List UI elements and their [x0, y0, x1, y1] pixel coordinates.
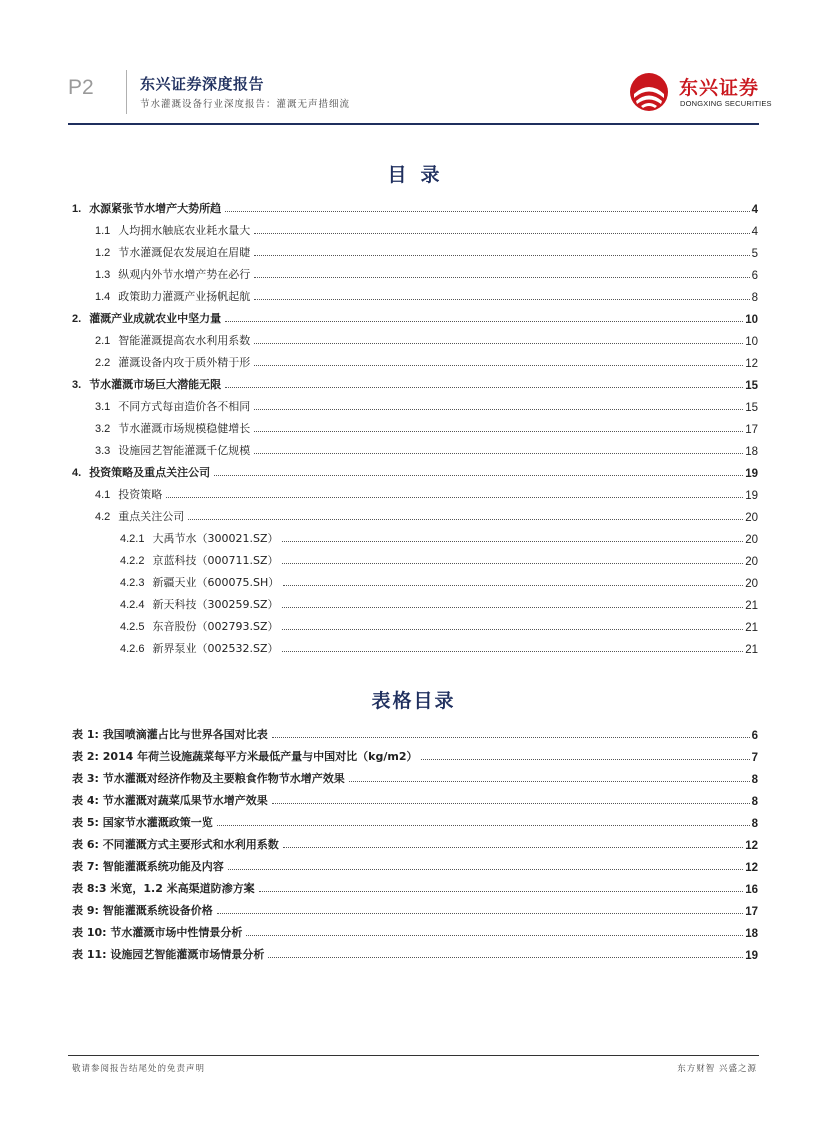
toc-entry[interactable]: 4.2.5 东音股份（002793.SZ） 21	[120, 620, 758, 634]
toc-entry[interactable]: 4.2.2 京蓝科技（000711.SZ） 20	[120, 554, 758, 568]
footer-slogan: 东方财智 兴盛之源	[677, 1064, 757, 1074]
table-entry[interactable]: 表 9: 智能灌溉系统设备价格 17	[72, 904, 758, 918]
logo-emblem-icon	[627, 70, 675, 114]
toc-entry[interactable]: 1.2 节水灌溉促农发展迫在眉睫 5	[95, 246, 758, 260]
table-entry[interactable]: 表 10: 节水灌溉市场中性情景分析 18	[72, 926, 758, 940]
toc-entry[interactable]: 4.1 投资策略 19	[95, 488, 758, 502]
toc-entry[interactable]: 2.1 智能灌溉提高农水利用系数 10	[95, 334, 758, 348]
toc-entry[interactable]: 3.2 节水灌溉市场规模稳健增长 17	[95, 422, 758, 436]
toc-entry[interactable]: 4.2.4 新天科技（300259.SZ） 21	[120, 598, 758, 612]
toc-entry[interactable]: 1. 水源紧张节水增产大势所趋 4	[72, 202, 758, 216]
table-entry[interactable]: 表 8:3 米宽，1.2 米高渠道防渗方案 16	[72, 882, 758, 896]
toc-entry[interactable]: 3.3 设施园艺智能灌溉千亿规模 18	[95, 444, 758, 458]
toc-entry[interactable]: 4. 投资策略及重点关注公司 19	[72, 466, 758, 480]
toc-entry[interactable]: 4.2.1 大禹节水（300021.SZ） 20	[120, 532, 758, 546]
company-logo	[627, 70, 772, 114]
toc-entry[interactable]: 2. 灌溉产业成就农业中坚力量 10	[72, 312, 758, 326]
report-series-title: 东兴证券深度报告	[140, 75, 265, 93]
header-rule	[68, 123, 759, 125]
toc-entry[interactable]: 3.1 不同方式每亩造价各不相同 15	[95, 400, 758, 414]
page-number: P2	[68, 76, 94, 99]
report-subtitle: 节水灌溉设备行业深度报告：灌溉无声措细流	[140, 99, 351, 110]
table-entry[interactable]: 表 7: 智能灌溉系统功能及内容 12	[72, 860, 758, 874]
footer-rule	[68, 1055, 759, 1056]
table-entry[interactable]: 表 1: 我国喷滴灌占比与世界各国对比表 6	[72, 728, 758, 742]
table-entry[interactable]: 表 4: 节水灌溉对蔬菜瓜果节水增产效果 8	[72, 794, 758, 808]
table-list-title: 表格目录	[371, 690, 456, 712]
table-entry[interactable]: 表 11: 设施园艺智能灌溉市场情景分析 19	[72, 948, 758, 962]
toc-entry[interactable]: 4.2.6 新界泵业（002532.SZ） 21	[120, 642, 758, 656]
toc-title: 目录	[387, 164, 454, 186]
table-entry[interactable]: 表 3: 节水灌溉对经济作物及主要粮食作物节水增产效果 8	[72, 772, 758, 786]
toc-entry[interactable]: 1.3 纵观内外节水增产势在必行 6	[95, 268, 758, 282]
toc-entry[interactable]: 3. 节水灌溉市场巨大潜能无限 15	[72, 378, 758, 392]
table-entry[interactable]: 表 5: 国家节水灌溉政策一览 8	[72, 816, 758, 830]
table-entry[interactable]: 表 6: 不同灌溉方式主要形式和水利用系数 12	[72, 838, 758, 852]
header-divider	[126, 70, 127, 114]
footer-disclaimer-note: 敬请参阅报告结尾处的免责声明	[72, 1064, 206, 1074]
table-entry[interactable]: 表 2: 2014 年荷兰设施蔬菜每平方米最低产量与中国对比（kg/m2） 7	[72, 750, 758, 764]
logo-chinese-name: 东兴证券	[679, 77, 760, 99]
toc-entry[interactable]: 1.1 人均拥水触底农业耗水量大 4	[95, 224, 758, 238]
toc-entry[interactable]: 1.4 政策助力灌溉产业扬帆起航 8	[95, 290, 758, 304]
toc-entry[interactable]: 4.2.3 新疆天业（600075.SH） 20	[120, 576, 758, 590]
toc-entry[interactable]: 4.2 重点关注公司 20	[95, 510, 758, 524]
logo-english-name: DONGXING SECURITIES	[680, 99, 772, 108]
toc-entry[interactable]: 2.2 灌溉设备内攻于质外精于形 12	[95, 356, 758, 370]
